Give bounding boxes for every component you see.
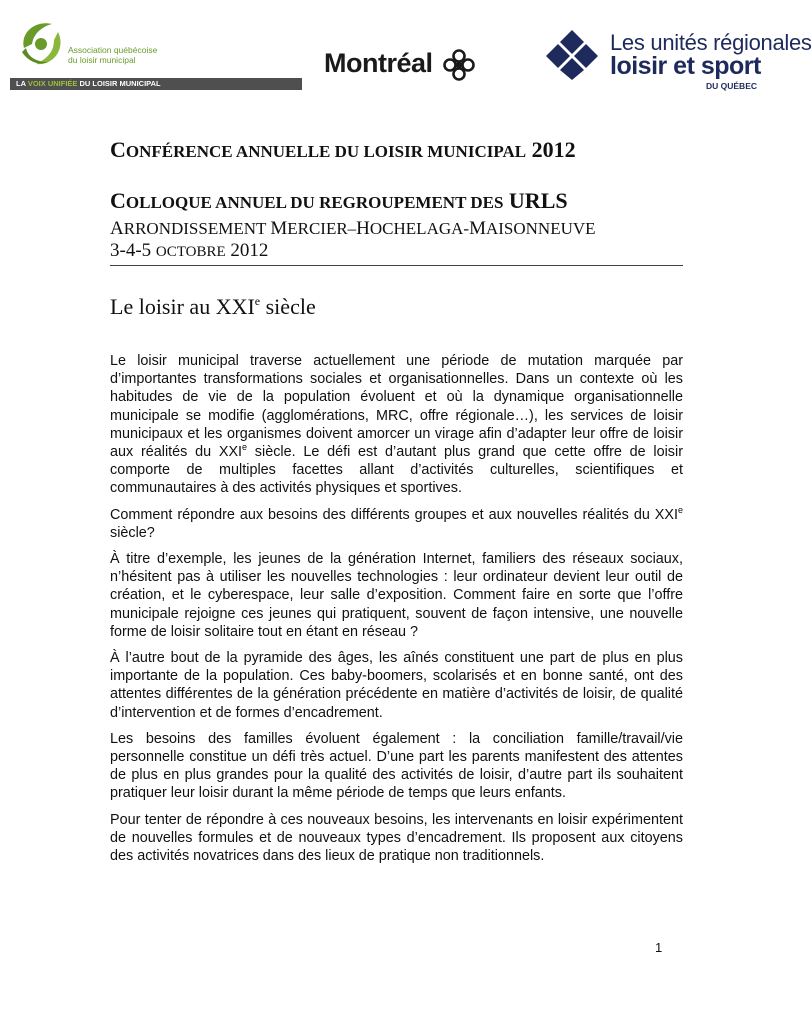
aqlm-name-line1: Association québécoise xyxy=(68,45,158,55)
colloque-title xyxy=(110,188,568,214)
paragraph-4: À l’autre bout de la pyramide des âges, les aînés constituent une part de plus en plus importante de la population. Ces baby-boomers, scolarisés et en bonne santé, ont des attentes différentes de la génération précédente en matière d’activités de loisir, de qualité d’intervention et de formes d’encadrement. xyxy=(110,650,683,721)
urls-diamond-icon xyxy=(540,28,604,80)
aqlm-tagline-suffix: DU LOISIR MUNICIPAL xyxy=(77,79,161,88)
title-divider xyxy=(110,265,683,266)
paragraph-2-a: Comment répondre aux besoins des différents groupes et aux nouvelles réalités du XXI xyxy=(110,506,678,523)
arr-part-1: RRONDISSEMENT xyxy=(123,219,271,238)
arrondissement-line xyxy=(110,218,596,240)
urls-name-line1: Les unités régionales xyxy=(610,30,812,55)
paragraph-1-a: Le loisir municipal traverse actuellement une période de mutation marquée par d’importantes transformations sociales et organisationnelles. Dans un contexte où les habitudes de vie de la population évoluent et où la dynamique organisationnelle municipale se modifie (agglomérations, MRC, offre régionale…), les services de loisir municipaux et les organismes doivent amorcer un virage afin d’adapter leur offre de loisir aux réalités du XXI xyxy=(110,353,683,461)
paragraph-2-b: siècle? xyxy=(110,524,155,541)
paragraph-3: À titre d’exemple, les jeunes de la génération Internet, familiers des réseaux sociaux, n’hésitent pas à utiliser les nouvelles technologies : leur ordinateur devient leur outil de création, et le cyberespace, leur salle d’exposition. Comment faire en sorte que l’offre municipale rejoigne ces jeunes qui pratiquent, souvent de façon intensive, une nouvelle forme de loisir solitaire tout en étant en réseau ? xyxy=(110,551,683,640)
urls-name-line3: DU QUÉBEC xyxy=(706,81,758,91)
section-heading xyxy=(110,294,316,320)
body-text xyxy=(110,352,683,873)
paragraph-1-b: siècle. Le défi est d’autant plus grand que cette offre de loisir comporte de multiples facettes allant d’activités culturelles, scientifiques et communautaires à des activités physiques et sportives. xyxy=(110,444,683,497)
aqlm-tagline-bar xyxy=(10,78,302,90)
paragraph-1-sup: e xyxy=(242,442,248,453)
paragraph-5: Les besoins des familles évoluent également : la conciliation famille/travail/vie personnelle constitue un défi très actuel. D’une part les parents manifestent des attentes de plus en plus grandes pour la qualité des activités de loisir, d’autre part ils souhaitent pratiquer leur loisir durant la même période de temps que leurs enfants. xyxy=(110,730,683,802)
arr-initial-m: M xyxy=(270,218,288,239)
event-date-days: 3-4-5 xyxy=(110,240,156,261)
conference-title-initial: C xyxy=(110,137,126,162)
event-date-year: 2012 xyxy=(225,240,269,261)
colloque-title-urls: URLS xyxy=(503,188,568,213)
aqlm-tagline-prefix: LA xyxy=(16,79,28,88)
conference-title-year: 2012 xyxy=(526,137,576,162)
conference-title xyxy=(110,137,576,163)
paragraph-2 xyxy=(110,506,683,542)
urls-logo xyxy=(540,28,812,98)
arr-part-2: ERCIER– xyxy=(287,219,357,238)
conference-title-rest: ONFÉRENCE ANNUELLE DU LOISIR MUNICIPAL xyxy=(125,142,527,161)
page-number: 1 xyxy=(655,940,663,955)
colloque-title-rest: OLLOQUE ANNUEL DU REGROUPEMENT DES xyxy=(125,193,504,212)
arr-initial-a: A xyxy=(110,218,124,239)
section-heading-pre: Le loisir au XXI xyxy=(110,294,255,319)
montreal-wordmark: Montréal xyxy=(324,48,433,78)
section-heading-sup: e xyxy=(254,294,261,308)
montreal-rosette-icon xyxy=(442,48,476,82)
section-heading-post: siècle xyxy=(260,294,316,319)
aqlm-name xyxy=(68,45,157,65)
aqlm-name-line2: du loisir municipal xyxy=(68,55,136,65)
urls-name-line2: loisir et sport xyxy=(610,52,761,80)
aqlm-logo xyxy=(10,18,305,92)
arr-part-3: OCHELAGA- xyxy=(369,219,470,238)
paragraph-1 xyxy=(110,352,683,498)
arr-part-4: AISONNEUVE xyxy=(485,219,596,238)
arr-initial-m2: M xyxy=(469,218,486,239)
arr-initial-h: H xyxy=(356,218,370,239)
paragraph-2-sup: e xyxy=(677,504,683,515)
paragraph-6: Pour tenter de répondre à ces nouveaux besoins, les intervenants en loisir expérimentent de nouvelles formules et de nouveaux types d’encadrement. Ils proposent aux citoyens des activités novatrices dans des lieux de pratique non traditionnels. xyxy=(110,811,683,865)
aqlm-swirl-icon xyxy=(14,18,68,70)
event-date xyxy=(110,240,268,262)
colloque-title-initial: C xyxy=(110,188,126,213)
aqlm-tagline-highlight: VOIX UNIFIÉE xyxy=(27,79,78,88)
event-date-month: OCTOBRE xyxy=(155,244,226,260)
